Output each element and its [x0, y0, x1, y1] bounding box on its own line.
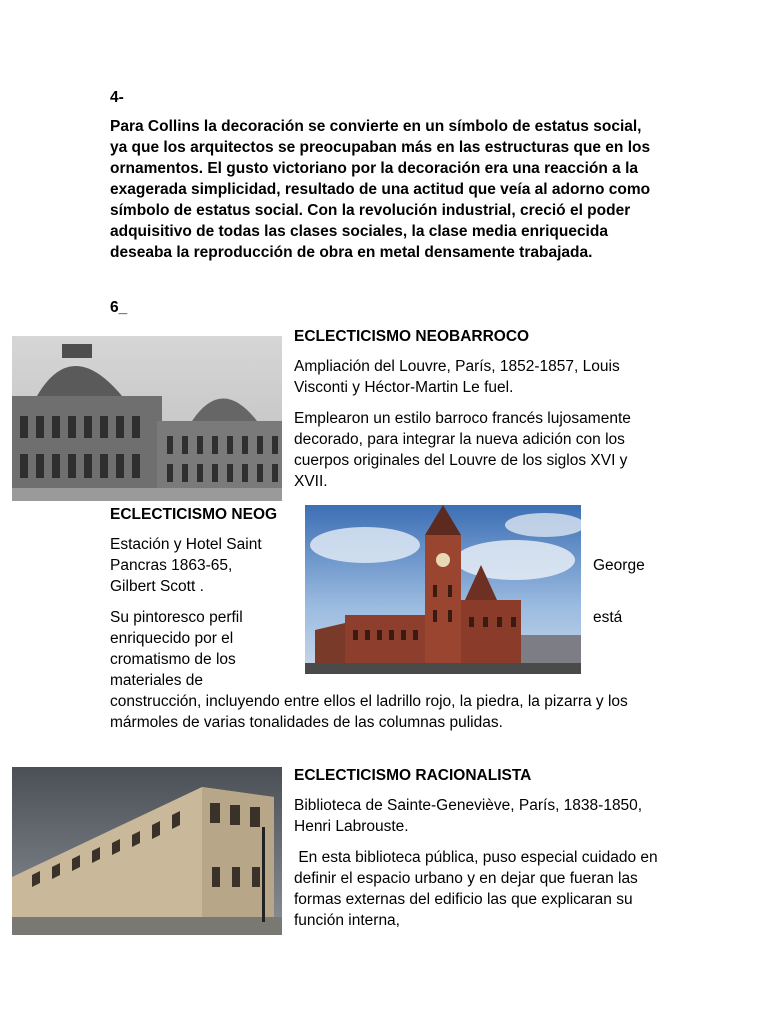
neobarroco-title: ECLECTICISMO NEOBARROCO [294, 328, 530, 345]
neobarroco-caption: Ampliación del Louvre, París, 1852-1857, Louis Visconti y Héctor-Martin Le fuel. [294, 358, 620, 396]
neogotico-caption-left: Estación y Hotel Saint Pancras 1863-65, [110, 536, 262, 574]
racionalista-caption: Biblioteca de Sainte-Geneviève, París, 1838-1850, Henri Labrouste. [294, 797, 643, 835]
sainte-genevieve-photo [12, 767, 282, 935]
neogotico-desc-line-3: materiales de [110, 672, 204, 689]
neogotico-desc-full: construcción, incluyendo entre ellos el ladrillo rojo, la piedra, la pizarra y los mármoles de varias tonalidades de las columnas pulidas. [110, 693, 628, 731]
neogotico-title: ECLECTICISMO NEOG [110, 506, 278, 523]
neogotico-desc-right: está [593, 609, 623, 626]
saint-pancras-photo [305, 505, 581, 674]
neogotico-caption-end: Gilbert Scott . [110, 578, 204, 595]
neogotico-desc-left: Su pintoresco perfil [110, 609, 243, 626]
neogotico-caption-right: George [593, 557, 645, 574]
louvre-photo [12, 336, 282, 501]
racionalista-title: ECLECTICISMO RACIONALISTA [294, 767, 532, 784]
neogotico-desc-line-2: cromatismo de los [110, 651, 236, 668]
section-4-number: 4- [110, 89, 124, 106]
section-4-paragraph: Para Collins la decoración se convierte en un símbolo de estatus social, ya que los arquitectos se preocupaban más en las estructuras que en los ornamentos. El gusto victoriano por la decoración era una reacción a la exagerada simplicidad, resultado de una actitud que veía al adorno como símbolo de estatus social. Con la revolución industrial, creció el poder adquisitivo de todas las clases sociales, la clase media enriquecida deseaba la reproducción de obra en metal densamente trabajada. [110, 118, 651, 261]
racionalista-description: En esta biblioteca pública, puso especial cuidado en definir el espacio urbano y en dejar que fueran las formas externas del edificio las que explicaran su función interna, [294, 849, 662, 929]
neobarroco-description: Emplearon un estilo barroco francés lujosamente decorado, para integrar la nueva adición con los cuerpos originales del Louvre de los siglos XVI y XVII. [294, 410, 631, 490]
section-6-number: 6_ [110, 299, 128, 316]
neogotico-desc-line-1: enriquecido por el [110, 630, 234, 647]
